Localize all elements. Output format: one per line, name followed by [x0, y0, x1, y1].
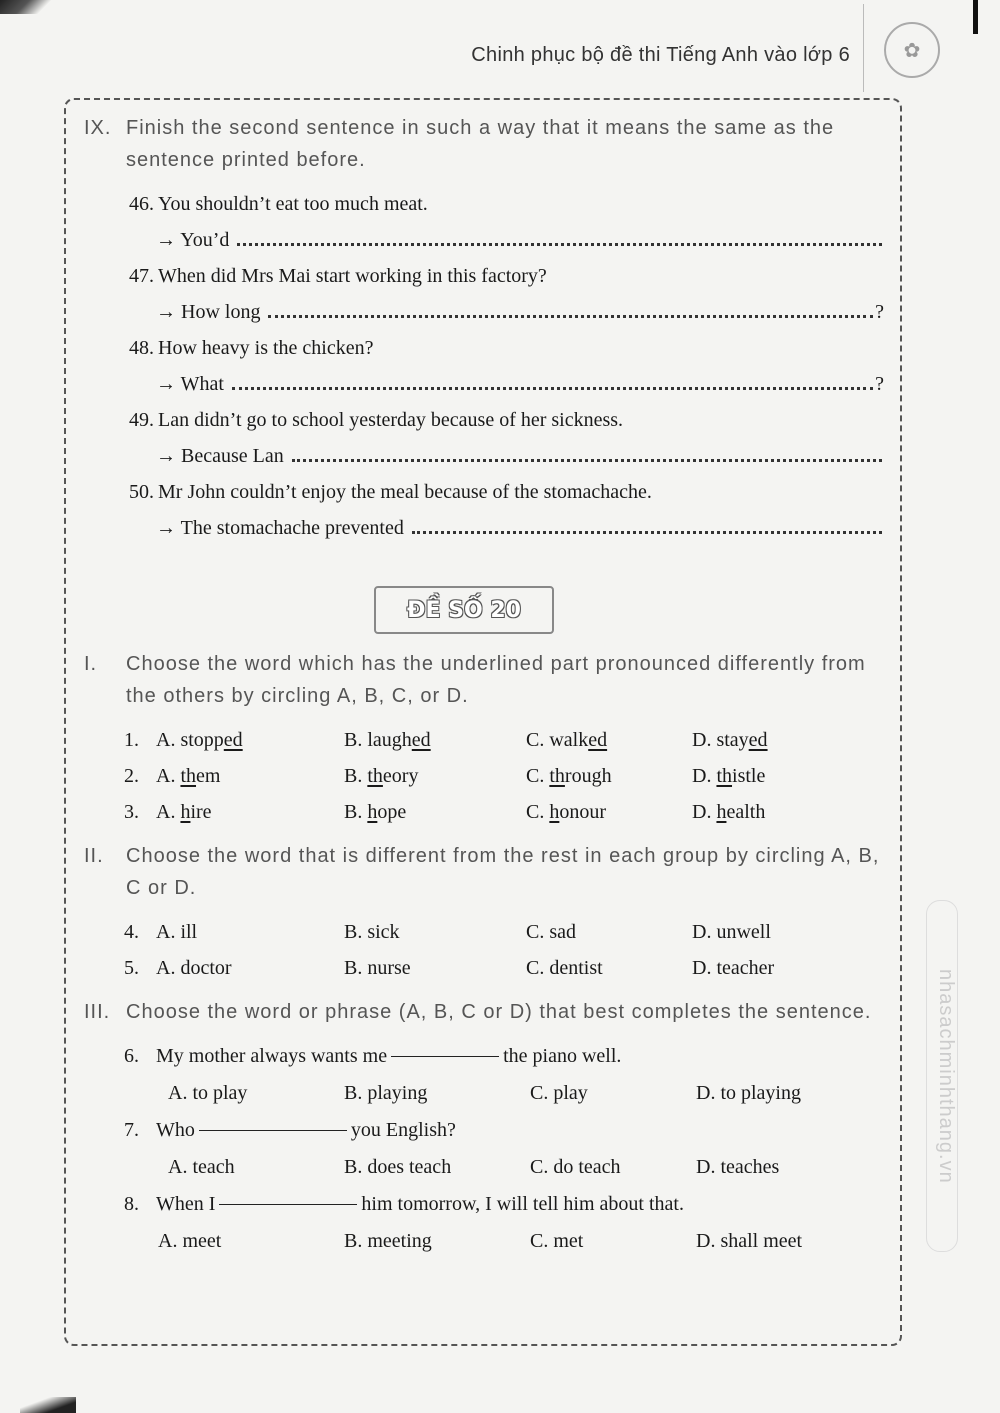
section-iii-heading	[84, 996, 884, 1028]
section-number: III.	[84, 1001, 111, 1023]
question-number: 48.	[129, 337, 154, 359]
sentence-end: the piano well.	[503, 1045, 622, 1067]
answer-line[interactable]	[268, 315, 873, 318]
rewrite-prompt: → You’d	[156, 229, 230, 251]
answer-line[interactable]	[412, 531, 882, 534]
option-b[interactable]: B. meeting	[344, 1230, 432, 1252]
option-b[interactable]: B. does teach	[344, 1156, 452, 1178]
blank-field[interactable]	[219, 1186, 357, 1205]
original-sentence: How heavy is the chicken?	[158, 337, 374, 359]
option-d[interactable]: D. stayed	[692, 729, 768, 751]
question-number: 2.	[124, 765, 139, 787]
original-sentence: Mr John couldn’t enjoy the meal because of the stomachache.	[158, 481, 652, 503]
page-content	[84, 112, 884, 1260]
answer-line[interactable]	[232, 387, 873, 390]
section-ii-heading	[84, 840, 884, 904]
section-instruction: Choose the word which has the underlined part pronounced differently from the others by circling A, B, C, or D.	[126, 653, 866, 707]
option-d[interactable]: D. teacher	[692, 957, 775, 979]
section-ix-heading	[84, 112, 884, 176]
rewrite-item-47: 47. When did Mrs Mai start working in this factory? → How long ?	[84, 258, 884, 330]
option-b[interactable]: B. hope	[344, 801, 407, 823]
option-d[interactable]: D. to playing	[696, 1082, 801, 1104]
question-4	[84, 914, 884, 950]
option-a[interactable]: A. to play	[168, 1082, 248, 1104]
option-a[interactable]: A. teach	[168, 1156, 235, 1178]
rewrite-item-50	[84, 474, 884, 546]
question-8	[84, 1186, 884, 1260]
option-d[interactable]: D. thistle	[692, 765, 766, 787]
option-c[interactable]: C. sad	[526, 921, 576, 943]
question-number: 8.	[124, 1193, 139, 1215]
option-d[interactable]: D. shall meet	[696, 1230, 803, 1252]
option-c[interactable]: C. dentist	[526, 957, 603, 979]
sentence-start: Who	[156, 1119, 195, 1141]
sentence-start: When I	[156, 1193, 216, 1215]
header-divider	[863, 4, 864, 92]
option-b[interactable]: B. sick	[344, 921, 400, 943]
publisher-logo-icon: ✿	[884, 22, 940, 78]
question-number: 50.	[129, 481, 154, 503]
sentence-end: you English?	[350, 1119, 456, 1141]
original-sentence: When did Mrs Mai start working in this factory?	[158, 265, 547, 287]
question-1	[84, 722, 884, 758]
section-instruction: Finish the second sentence in such a way that it means the same as the sentence printed before.	[126, 117, 835, 171]
option-a[interactable]: A. stopped	[156, 729, 243, 751]
option-b[interactable]: B. laughed	[344, 729, 431, 751]
option-b[interactable]: B. playing	[344, 1082, 428, 1104]
option-c[interactable]: C. play	[530, 1082, 588, 1104]
question-number: 47.	[129, 265, 154, 287]
question-number: 49.	[129, 409, 154, 431]
rewrite-prompt: → The stomachache prevented	[156, 517, 404, 539]
option-a[interactable]: A. them	[156, 765, 221, 787]
blank-field[interactable]	[391, 1038, 499, 1057]
option-a[interactable]: A. ill	[156, 921, 198, 943]
rewrite-prompt: → What	[156, 373, 224, 395]
page-corner-shadow-bottom	[20, 1397, 76, 1413]
question-number: 6.	[124, 1045, 139, 1067]
option-d[interactable]: D. unwell	[692, 921, 771, 943]
option-c[interactable]: C. honour	[526, 801, 607, 823]
original-sentence: You shouldn’t eat too much meat.	[158, 193, 428, 215]
question-3	[84, 794, 884, 830]
rewrite-prompt: → Because Lan	[156, 445, 284, 467]
question-5	[84, 950, 884, 986]
original-sentence: Lan didn’t go to school yesterday because of her sickness.	[158, 409, 624, 431]
blank-field[interactable]	[199, 1112, 347, 1131]
answer-line[interactable]	[237, 243, 882, 246]
section-number: I.	[84, 653, 98, 675]
sentence-end: him tomorrow, I will tell him about that.	[361, 1193, 684, 1215]
option-c[interactable]: C. through	[526, 765, 612, 787]
section-number: IX.	[84, 117, 112, 139]
question-7	[84, 1112, 884, 1186]
option-a[interactable]: A. meet	[158, 1230, 222, 1252]
answer-line[interactable]	[292, 459, 882, 462]
option-b[interactable]: B. theory	[344, 765, 419, 787]
option-c[interactable]: C. walked	[526, 729, 608, 751]
option-d[interactable]: D. teaches	[696, 1156, 780, 1178]
exam-number-badge: ĐỀ SỐ 20	[374, 586, 554, 634]
question-number: 4.	[124, 921, 139, 943]
rewrite-prompt: → How long	[156, 301, 261, 323]
publisher-watermark: nhasachminhthang.vn	[926, 900, 958, 1252]
sentence-start: My mother always wants me	[156, 1045, 388, 1067]
option-c[interactable]: C. do teach	[530, 1156, 621, 1178]
option-a[interactable]: A. hire	[156, 801, 212, 823]
rewrite-item-48: 48. How heavy is the chicken? → What ?	[84, 330, 884, 402]
question-number: 1.	[124, 729, 139, 751]
page-corner-shadow	[0, 0, 60, 14]
section-instruction: Choose the word or phrase (A, B, C or D) that best completes the sentence.	[126, 1001, 872, 1023]
rewrite-item-49	[84, 402, 884, 474]
option-c[interactable]: C. met	[530, 1230, 584, 1252]
option-a[interactable]: A. doctor	[156, 957, 232, 979]
question-number: 3.	[124, 801, 139, 823]
book-title: Chinh phục bộ đề thi Tiếng Anh vào lớp 6	[471, 44, 850, 66]
question-number: 7.	[124, 1119, 139, 1141]
option-d[interactable]: D. health	[692, 801, 766, 823]
question-6	[84, 1038, 884, 1112]
section-i-heading	[84, 648, 884, 712]
question-number: 5.	[124, 957, 139, 979]
question-number: 46.	[129, 193, 154, 215]
option-b[interactable]: B. nurse	[344, 957, 411, 979]
section-number: II.	[84, 845, 104, 867]
section-instruction: Choose the word that is different from the rest in each group by circling A, B, C or D.	[126, 845, 880, 899]
question-2	[84, 758, 884, 794]
rewrite-item-46	[84, 186, 884, 258]
page-edge-mark	[973, 0, 978, 34]
